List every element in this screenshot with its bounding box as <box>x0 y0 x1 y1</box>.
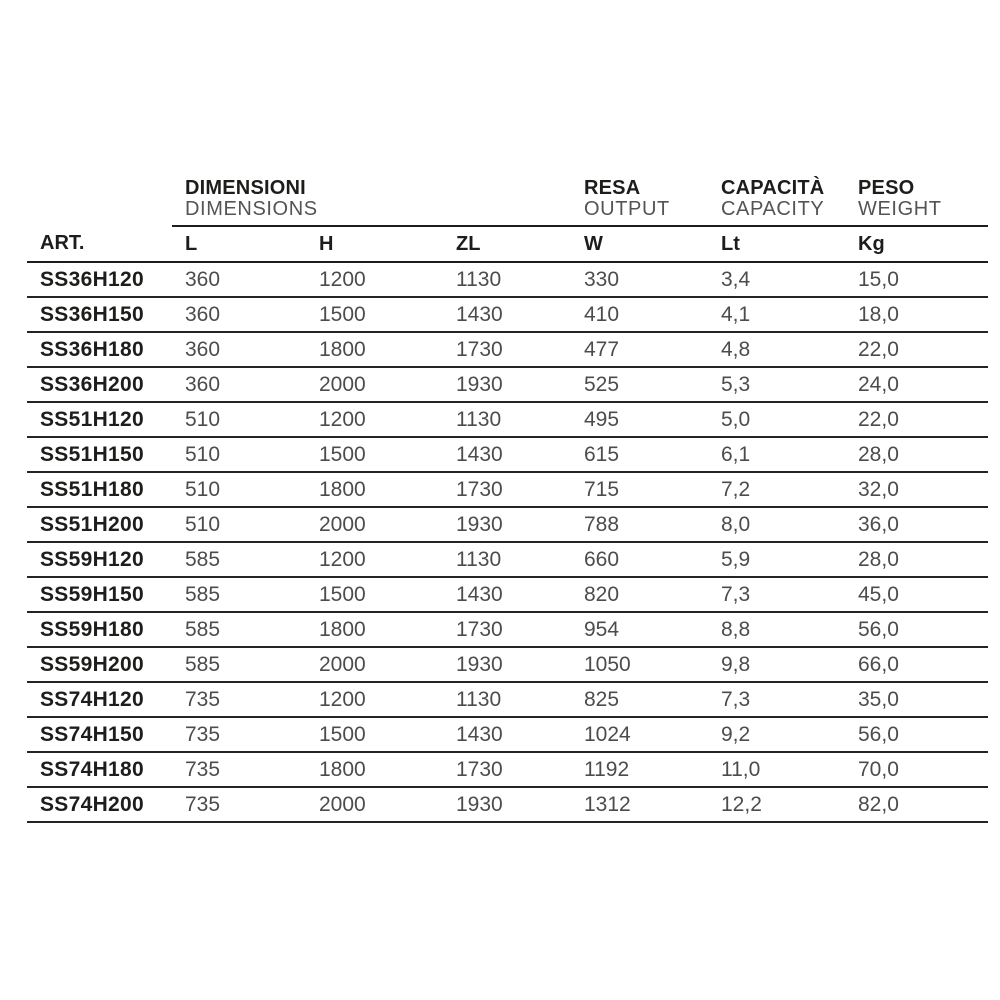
art-cell: SS36H150 <box>27 297 172 332</box>
spec-table <box>27 176 988 823</box>
art-cell: SS74H120 <box>27 682 172 717</box>
value-cell-kg: 66,0 <box>845 647 988 682</box>
value-cell-h: 1200 <box>306 682 443 717</box>
value-cell-lt: 7,3 <box>708 682 845 717</box>
value-cell-kg: 36,0 <box>845 507 988 542</box>
art-cell: SS59H180 <box>27 612 172 647</box>
value-cell-w: 495 <box>571 402 708 437</box>
value-cell-l: 735 <box>172 717 306 752</box>
value-cell-zl: 1430 <box>443 717 571 752</box>
value-cell-w: 1312 <box>571 787 708 822</box>
unit-header-h: H <box>306 226 443 262</box>
value-cell-lt: 7,3 <box>708 577 845 612</box>
value-cell-kg: 22,0 <box>845 402 988 437</box>
group-header-primary: DIMENSIONI <box>185 177 306 199</box>
value-cell-zl: 1930 <box>443 507 571 542</box>
value-cell-zl: 1130 <box>443 542 571 577</box>
table-row <box>27 507 988 542</box>
value-cell-h: 1800 <box>306 332 443 367</box>
value-cell-w: 615 <box>571 437 708 472</box>
value-cell-w: 410 <box>571 297 708 332</box>
value-cell-h: 1500 <box>306 437 443 472</box>
value-cell-lt: 5,3 <box>708 367 845 402</box>
value-cell-kg: 35,0 <box>845 682 988 717</box>
value-cell-h: 1500 <box>306 577 443 612</box>
group-header-spacer <box>27 176 172 226</box>
value-cell-l: 585 <box>172 542 306 577</box>
table-row <box>27 332 988 367</box>
value-cell-kg: 28,0 <box>845 437 988 472</box>
group-header-dimensions <box>172 176 571 226</box>
value-cell-zl: 1130 <box>443 682 571 717</box>
art-cell: SS59H150 <box>27 577 172 612</box>
value-cell-h: 1200 <box>306 402 443 437</box>
value-cell-h: 1800 <box>306 472 443 507</box>
value-cell-w: 1024 <box>571 717 708 752</box>
value-cell-h: 2000 <box>306 367 443 402</box>
value-cell-kg: 24,0 <box>845 367 988 402</box>
value-cell-w: 954 <box>571 612 708 647</box>
unit-header-w: W <box>571 226 708 262</box>
value-cell-h: 2000 <box>306 647 443 682</box>
value-cell-lt: 5,9 <box>708 542 845 577</box>
art-cell: SS51H180 <box>27 472 172 507</box>
value-cell-kg: 45,0 <box>845 577 988 612</box>
table-row <box>27 262 988 297</box>
table-row <box>27 647 988 682</box>
value-cell-zl: 1130 <box>443 402 571 437</box>
value-cell-h: 1200 <box>306 262 443 297</box>
value-cell-l: 360 <box>172 332 306 367</box>
table-row <box>27 787 988 822</box>
value-cell-w: 1050 <box>571 647 708 682</box>
table-row <box>27 752 988 787</box>
group-header-output <box>571 176 708 226</box>
value-cell-w: 715 <box>571 472 708 507</box>
value-cell-lt: 9,8 <box>708 647 845 682</box>
group-header-secondary: CAPACITY <box>721 198 825 220</box>
value-cell-lt: 12,2 <box>708 787 845 822</box>
value-cell-l: 510 <box>172 507 306 542</box>
value-cell-l: 360 <box>172 262 306 297</box>
value-cell-h: 2000 <box>306 787 443 822</box>
value-cell-zl: 1430 <box>443 297 571 332</box>
value-cell-kg: 18,0 <box>845 297 988 332</box>
value-cell-kg: 32,0 <box>845 472 988 507</box>
value-cell-kg: 56,0 <box>845 612 988 647</box>
value-cell-l: 510 <box>172 472 306 507</box>
value-cell-w: 477 <box>571 332 708 367</box>
value-cell-l: 360 <box>172 297 306 332</box>
group-header-secondary: DIMENSIONS <box>185 198 318 220</box>
value-cell-kg: 28,0 <box>845 542 988 577</box>
table-row <box>27 367 988 402</box>
value-cell-zl: 1130 <box>443 262 571 297</box>
value-cell-w: 1192 <box>571 752 708 787</box>
value-cell-l: 735 <box>172 787 306 822</box>
value-cell-zl: 1730 <box>443 752 571 787</box>
value-cell-l: 585 <box>172 612 306 647</box>
group-header-primary: PESO <box>858 177 915 199</box>
unit-header-kg: Kg <box>845 226 988 262</box>
art-cell: SS36H180 <box>27 332 172 367</box>
value-cell-zl: 1930 <box>443 367 571 402</box>
value-cell-zl: 1730 <box>443 332 571 367</box>
art-cell: SS36H120 <box>27 262 172 297</box>
value-cell-kg: 56,0 <box>845 717 988 752</box>
group-header-weight <box>845 176 988 226</box>
value-cell-l: 510 <box>172 437 306 472</box>
value-cell-h: 1500 <box>306 717 443 752</box>
unit-header-lt: Lt <box>708 226 845 262</box>
value-cell-l: 510 <box>172 402 306 437</box>
group-header-secondary: OUTPUT <box>584 198 670 220</box>
group-header-primary: RESA <box>584 177 641 199</box>
value-cell-h: 1800 <box>306 752 443 787</box>
value-cell-h: 1500 <box>306 297 443 332</box>
value-cell-lt: 3,4 <box>708 262 845 297</box>
art-cell: SS51H150 <box>27 437 172 472</box>
value-cell-zl: 1930 <box>443 647 571 682</box>
value-cell-zl: 1730 <box>443 612 571 647</box>
value-cell-h: 2000 <box>306 507 443 542</box>
art-cell: SS74H200 <box>27 787 172 822</box>
value-cell-w: 525 <box>571 367 708 402</box>
table-row <box>27 682 988 717</box>
value-cell-lt: 9,2 <box>708 717 845 752</box>
table-row <box>27 402 988 437</box>
value-cell-zl: 1430 <box>443 437 571 472</box>
art-cell: SS51H200 <box>27 507 172 542</box>
value-cell-lt: 5,0 <box>708 402 845 437</box>
spec-table-head <box>27 176 988 262</box>
spec-table-body <box>27 262 988 822</box>
value-cell-lt: 4,8 <box>708 332 845 367</box>
value-cell-lt: 8,8 <box>708 612 845 647</box>
value-cell-h: 1200 <box>306 542 443 577</box>
value-cell-h: 1800 <box>306 612 443 647</box>
value-cell-l: 585 <box>172 647 306 682</box>
value-cell-l: 735 <box>172 682 306 717</box>
table-row <box>27 612 988 647</box>
value-cell-w: 330 <box>571 262 708 297</box>
value-cell-l: 735 <box>172 752 306 787</box>
value-cell-zl: 1430 <box>443 577 571 612</box>
value-cell-lt: 7,2 <box>708 472 845 507</box>
value-cell-zl: 1930 <box>443 787 571 822</box>
art-cell: SS36H200 <box>27 367 172 402</box>
value-cell-lt: 4,1 <box>708 297 845 332</box>
unit-header-zl: ZL <box>443 226 571 262</box>
value-cell-lt: 11,0 <box>708 752 845 787</box>
table-row <box>27 437 988 472</box>
value-cell-kg: 15,0 <box>845 262 988 297</box>
value-cell-kg: 82,0 <box>845 787 988 822</box>
value-cell-lt: 6,1 <box>708 437 845 472</box>
unit-header-l: L <box>172 226 306 262</box>
group-header-row <box>27 176 988 226</box>
group-header-primary: CAPACITÀ <box>721 177 825 199</box>
value-cell-lt: 8,0 <box>708 507 845 542</box>
value-cell-l: 360 <box>172 367 306 402</box>
table-row <box>27 297 988 332</box>
art-cell: SS59H200 <box>27 647 172 682</box>
group-header-capacity <box>708 176 845 226</box>
value-cell-w: 820 <box>571 577 708 612</box>
table-row <box>27 542 988 577</box>
art-cell: SS74H180 <box>27 752 172 787</box>
art-cell: SS51H120 <box>27 402 172 437</box>
value-cell-kg: 22,0 <box>845 332 988 367</box>
art-cell: SS74H150 <box>27 717 172 752</box>
value-cell-l: 585 <box>172 577 306 612</box>
value-cell-w: 788 <box>571 507 708 542</box>
value-cell-w: 825 <box>571 682 708 717</box>
value-cell-w: 660 <box>571 542 708 577</box>
units-header-row <box>27 226 988 262</box>
value-cell-kg: 70,0 <box>845 752 988 787</box>
art-column-header: ART. <box>27 226 172 262</box>
group-header-secondary: WEIGHT <box>858 198 942 220</box>
art-cell: SS59H120 <box>27 542 172 577</box>
table-row <box>27 472 988 507</box>
table-row <box>27 577 988 612</box>
value-cell-zl: 1730 <box>443 472 571 507</box>
table-row <box>27 717 988 752</box>
